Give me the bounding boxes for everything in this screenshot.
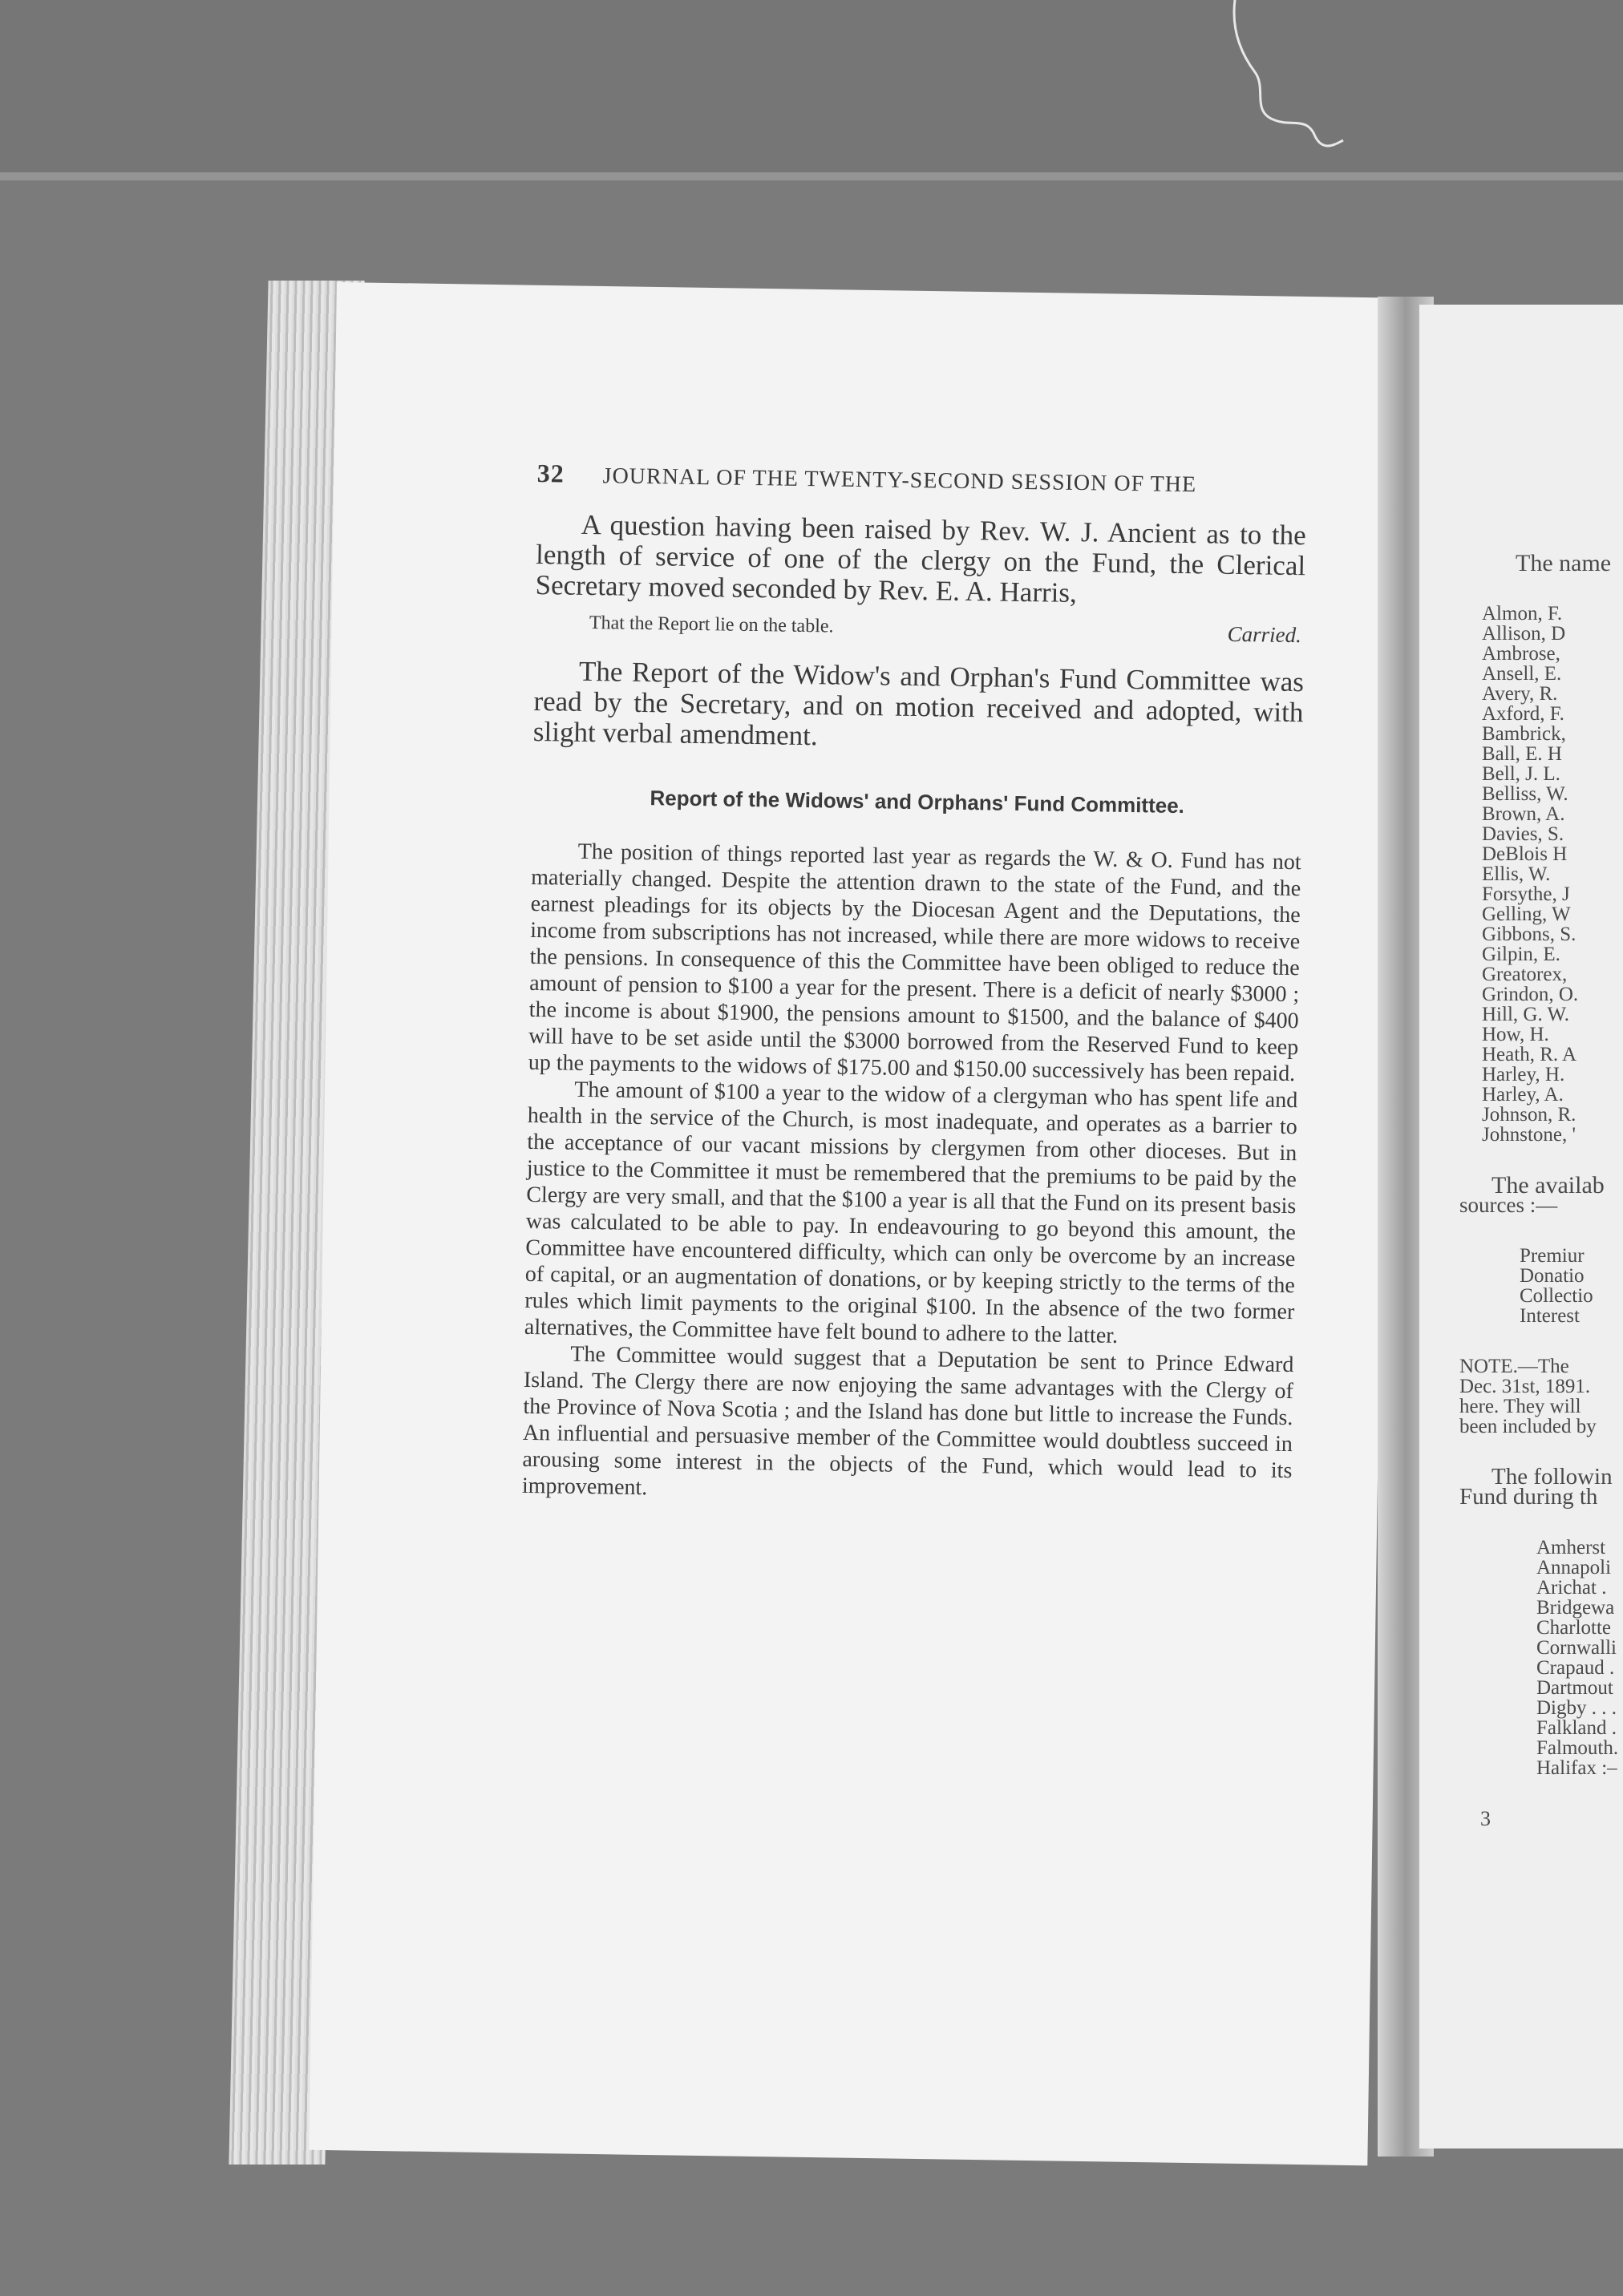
- motion-text: That the Report lie on the table.: [589, 612, 834, 637]
- source-item: Interest: [1520, 1305, 1580, 1327]
- source-item: Collectio: [1520, 1285, 1593, 1307]
- clergy-name: Belliss, W.: [1482, 783, 1568, 805]
- following-line: Fund during th: [1459, 1484, 1598, 1510]
- left-page-text: [522, 459, 1307, 1510]
- report-paragraph: The position of things reported last year as regards the W. & O. Fund has not materially changed. Despite the attention drawn to the state of the Fund, and the earnest pleadings for its objects by the Diocesan Agent and the Deputations, the income from subscriptions has not increased, while there are more widows to receive the pensions. In consequence of this the Committee have been obliged to reduce the amount of pension to $100 a year for the present. There is a deficit of nearly $3000 ; the income is about $1900, the pensions amount to $1500, and the balance of $400 will have to be set aside until the $3000 borrowed from the Reserved Fund to keep up the payments to the widows of $175.00 and $150.00 successively has been repaid.: [528, 839, 1301, 1087]
- clergy-name: Allison, D: [1482, 623, 1566, 645]
- source-item: Premiur: [1520, 1245, 1585, 1267]
- right-page-text: [1459, 553, 1623, 1829]
- clergy-name: Gilpin, E.: [1482, 944, 1560, 965]
- note-line: Dec. 31st, 1891.: [1459, 1376, 1591, 1397]
- clergy-name: Greatorex,: [1482, 964, 1568, 985]
- note-lines: [1459, 1356, 1623, 1437]
- clergy-name: Forsythe, J: [1482, 883, 1570, 905]
- parish-item: Cornwalli: [1536, 1637, 1617, 1659]
- report-read-paragraph: The Report of the Widow's and Orphan's Fund Committee was read by the Secretary, and on motion received and adopted, with slight verbal amendment.: [532, 655, 1305, 752]
- clergy-name: Heath, R. A: [1482, 1044, 1577, 1065]
- stray-thread-artifact: [1187, 0, 1347, 160]
- right-page-number: 3: [1480, 1807, 1491, 1829]
- clergy-name: DeBlois H: [1482, 843, 1568, 865]
- clergy-name: How, H.: [1482, 1024, 1549, 1045]
- report-paragraph: The amount of $100 a year to the widow of a clergyman who has spent life and health in the service of the Church, is most inadequate, and operates as a barrier to the acceptance of our vacant missions by clergymen from other dioceses. But in justice to the Committee it must be remembered that the premiums to be paid by the Clergy are very small, and that the $100 a year is all that the Fund on its present basis was calculated to be able to pay. In endeavouring to go beyond this amount, the Committee have encountered difficulty, which can only be overcome by an increase of capital, or an augmentation of donations, or by keeping strictly to the terms of the rules which limit payments to the original $100. In the absence of the two former alternatives, the Committee have felt bound to adhere to the latter.: [524, 1077, 1298, 1348]
- parish-item: Crapaud .: [1536, 1657, 1615, 1679]
- parish-item: Annapoli: [1536, 1557, 1612, 1578]
- parish-item: Arichat .: [1536, 1577, 1607, 1599]
- clergy-name: Ball, E. H: [1482, 743, 1562, 765]
- source-item: Donatio: [1520, 1265, 1585, 1287]
- motion-row: [589, 612, 1305, 648]
- parish-item: Bridgewa: [1536, 1597, 1615, 1619]
- clergy-name: Ambrose,: [1482, 643, 1560, 665]
- page-number: 32: [536, 459, 565, 488]
- motion-result: Carried.: [1227, 621, 1302, 648]
- following-line: The followin: [1491, 1464, 1613, 1490]
- parish-item: Dartmout: [1536, 1677, 1613, 1699]
- clergy-name: Bell, J. L.: [1482, 763, 1560, 785]
- clergy-name: Johnstone, ': [1482, 1124, 1576, 1146]
- parish-item: Falmouth.: [1536, 1737, 1619, 1759]
- running-head-title: JOURNAL OF THE TWENTY-SECOND SESSION OF THE: [602, 463, 1197, 498]
- parish-item: Digby . . .: [1536, 1697, 1617, 1719]
- clergy-name: Gibbons, S.: [1482, 924, 1576, 945]
- clergy-name: Ellis, W.: [1482, 863, 1551, 885]
- report-paragraph: The Committee would suggest that a Deputation be sent to Prince Edward Island. The Clergy there are now enjoying the same advantages with the Clergy of the Province of Nova Scotia ; and the Island has done but little to increase the Funds. An influential and persuasive member of the Committee would doubtless succeed in arousing some interest in the objects of the Fund, which would lead to its improvement.: [521, 1341, 1294, 1501]
- note-line: here. They will: [1459, 1396, 1581, 1417]
- availab-line: The availab: [1491, 1172, 1605, 1199]
- report-heading: Report of the Widows' and Orphans' Fund Committee.: [650, 786, 1185, 819]
- clergy-names-list: [1459, 604, 1623, 1145]
- clergy-name: Brown, A.: [1482, 803, 1565, 825]
- sources-line: sources :—: [1459, 1193, 1558, 1217]
- clergy-name: Axford, F.: [1482, 703, 1564, 725]
- scanner-edge-band: [0, 172, 1623, 180]
- clergy-name: Johnson, R.: [1482, 1104, 1576, 1126]
- clergy-name: Gelling, W: [1482, 903, 1571, 925]
- parish-list: [1459, 1538, 1623, 1778]
- clergy-name: Harley, A.: [1482, 1084, 1564, 1106]
- right-intro-line: The name: [1516, 553, 1612, 576]
- parish-item: Falkland .: [1536, 1717, 1617, 1739]
- clergy-name: Bambrick,: [1482, 723, 1566, 745]
- sources-list: [1459, 1246, 1623, 1326]
- intro-paragraph: A question having been raised by Rev. W. J. Ancient as to the length of service of one of the clergy on the Fund, the Clerical Secretary moved seconded by Rev. E. A. Harris,: [535, 508, 1306, 608]
- clergy-name: Grindon, O.: [1482, 984, 1579, 1005]
- clergy-name: Ansell, E.: [1482, 663, 1562, 685]
- clergy-name: Davies, S.: [1482, 823, 1564, 845]
- clergy-name: Almon, F.: [1482, 603, 1563, 625]
- parish-item: Charlotte: [1536, 1617, 1612, 1639]
- parish-item: Halifax :–: [1536, 1757, 1617, 1779]
- clergy-name: Hill, G. W.: [1482, 1004, 1570, 1025]
- scanner-background: [0, 0, 1623, 172]
- parish-item: Amherst: [1536, 1537, 1606, 1558]
- note-line: been included by: [1459, 1416, 1597, 1437]
- note-line: NOTE.—The: [1459, 1356, 1569, 1377]
- clergy-name: Avery, R.: [1482, 683, 1558, 705]
- clergy-name: Harley, H.: [1482, 1064, 1565, 1085]
